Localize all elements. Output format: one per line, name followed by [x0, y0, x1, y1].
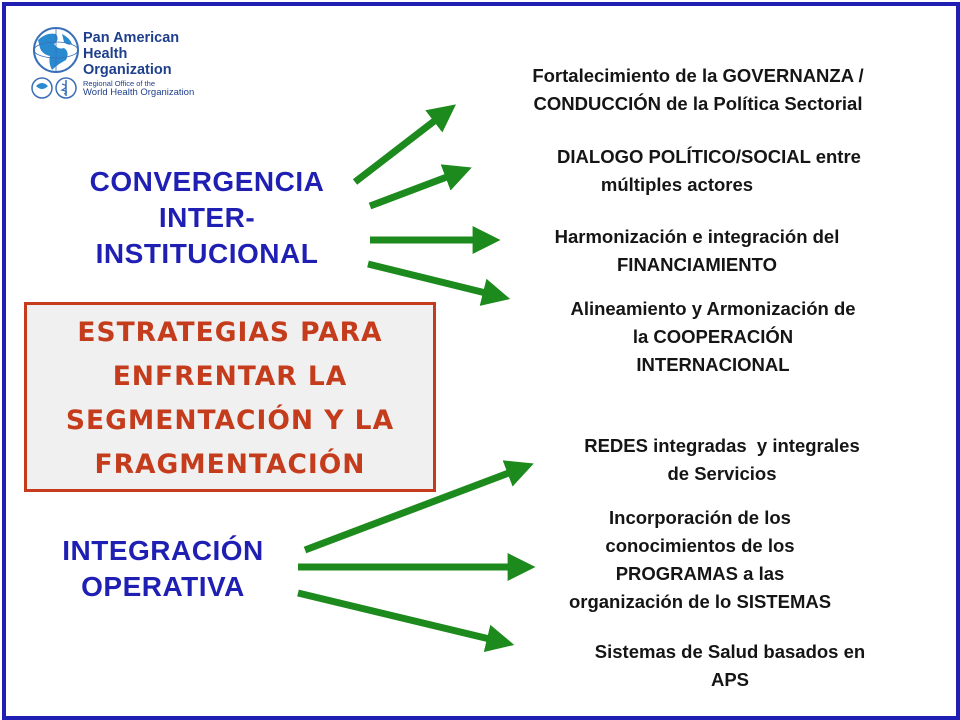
logo-line-1: Pan American — [83, 30, 180, 46]
logo-regional-office: Regional Office of the — [83, 79, 155, 88]
integracion-line-2: OPERATIVA — [81, 571, 245, 602]
arrow-to-dialogo — [370, 172, 460, 206]
convergencia-heading — [52, 164, 362, 272]
item-financiamiento — [496, 223, 898, 279]
item-governanza-line-2: CONDUCCIÓN de la Política Sectorial — [533, 93, 863, 114]
strategy-line-4: FRAGMENTACIÓN — [94, 449, 366, 480]
logo-line-3: Organization — [83, 62, 172, 78]
item-dialogo-line-1: DIALOGO POLÍTICO/SOCIAL entre — [557, 146, 861, 167]
strategy-text — [27, 311, 433, 487]
item-governanza — [462, 62, 934, 118]
item-cooperacion-line-3: INTERNACIONAL — [636, 354, 790, 375]
item-cooperacion-line-1: Alineamiento y Armonización de — [570, 298, 856, 319]
item-financiamiento-line-1: Harmonización e integración del — [554, 226, 840, 247]
item-aps-line-1: Sistemas de Salud basados en — [594, 641, 866, 662]
item-cooperacion — [504, 295, 922, 379]
item-aps — [520, 638, 940, 694]
item-aps-line-2: APS — [710, 669, 750, 690]
item-programas — [502, 504, 898, 616]
strategy-line-1: ESTRATEGIAS PARA — [77, 317, 383, 348]
item-programas-line-1: Incorporación de los — [609, 507, 791, 528]
convergencia-line-1: CONVERGENCIA — [89, 166, 325, 197]
strategy-box — [24, 302, 436, 492]
item-redes-line-2: de Servicios — [667, 463, 777, 484]
logo-line-2: Health — [83, 46, 128, 62]
item-financiamiento-line-2: FINANCIAMIENTO — [617, 254, 777, 275]
strategy-line-3: SEGMENTACIÓN Y LA — [65, 405, 395, 436]
item-redes-line-1: REDES integradas y integrales — [584, 435, 860, 456]
convergencia-line-3: INSTITUCIONAL — [95, 238, 319, 269]
convergencia-line-2: INTER- — [158, 202, 256, 233]
item-governanza-line-1: Fortalecimiento de la GOVERNANZA / — [532, 65, 864, 86]
item-programas-line-3: PROGRAMAS a las — [615, 563, 785, 584]
item-cooperacion-line-2: la COOPERACIÓN — [632, 326, 794, 347]
item-dialogo-line-2: múltiples actores — [600, 174, 754, 195]
item-redes — [510, 432, 934, 488]
logo-who: World Health Organization — [83, 87, 195, 98]
item-dialogo — [474, 143, 914, 199]
item-programas-line-4: organización de lo SISTEMAS — [568, 591, 832, 612]
arrow-to-governanza — [355, 112, 446, 182]
arrow-to-aps — [298, 593, 502, 642]
integracion-line-1: INTEGRACIÓN — [62, 535, 264, 566]
arrow-to-cooperacion — [368, 264, 498, 296]
integracion-heading — [18, 533, 308, 605]
item-programas-line-2: conocimientos de los — [605, 535, 795, 556]
strategy-line-2: ENFRENTAR LA — [112, 361, 348, 392]
